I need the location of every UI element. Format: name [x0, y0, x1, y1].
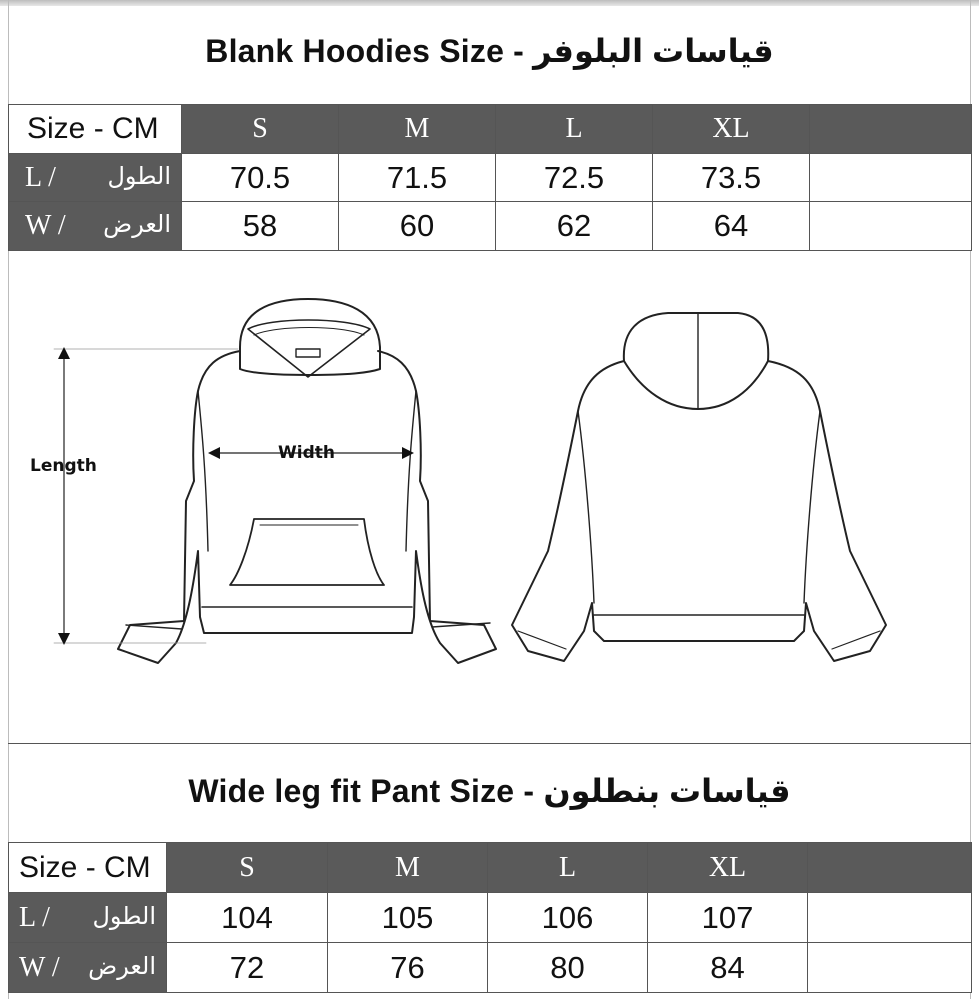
size-header-s: S [182, 105, 339, 154]
size-header-xl: XL [648, 843, 808, 893]
arrow-left-icon [208, 447, 220, 459]
length-value-s: 70.5 [182, 154, 339, 202]
hoodie-front-drawing [118, 299, 496, 663]
length-value-empty [810, 154, 972, 202]
size-header-l: L [496, 105, 653, 154]
size-header-l: L [488, 843, 648, 893]
length-value-m: 105 [328, 893, 488, 943]
pant-title-english: Wide leg fit Pant Size - [188, 773, 535, 809]
row-label-arabic: الطول [107, 161, 171, 190]
top-edge-strip [0, 0, 979, 6]
row-label-length [9, 154, 182, 202]
hoodie-title-arabic: قياسات البلوفر [533, 33, 774, 69]
hoodie-illustration [8, 251, 971, 743]
length-value-l: 106 [488, 893, 648, 943]
width-value-l: 80 [488, 943, 648, 993]
table-header-row [9, 843, 972, 893]
row-label-arabic: الطول [92, 901, 156, 930]
row-label-width [9, 202, 182, 251]
size-header-empty [808, 843, 972, 893]
table-row [9, 154, 972, 202]
length-value-l: 72.5 [496, 154, 653, 202]
row-label-arabic: العرض [103, 210, 171, 238]
width-value-empty [810, 202, 972, 251]
size-header-m: M [328, 843, 488, 893]
length-label: Length [30, 456, 97, 476]
width-value-m: 76 [328, 943, 488, 993]
size-unit-header: Size - CM [9, 843, 167, 893]
hoodie-title-english: Blank Hoodies Size - [205, 33, 525, 69]
table-row [9, 943, 972, 993]
table-row [9, 202, 972, 251]
pant-size-title [0, 772, 979, 810]
width-value-xl: 84 [648, 943, 808, 993]
pant-title-arabic: قياسات بنطلون [543, 773, 791, 809]
length-value-xl: 73.5 [653, 154, 810, 202]
width-value-empty [808, 943, 972, 993]
size-header-m: M [339, 105, 496, 154]
row-label-width [9, 943, 167, 993]
row-label-code: W / [19, 951, 60, 983]
hoodie-measurement-diagram [8, 250, 971, 744]
width-value-xl: 64 [653, 202, 810, 251]
row-label-code: L / [19, 901, 50, 933]
length-measure-line [54, 349, 238, 643]
hoodie-size-table [8, 104, 972, 251]
row-label-length [9, 893, 167, 943]
size-unit-header: Size - CM [9, 105, 182, 154]
width-value-l: 62 [496, 202, 653, 251]
length-value-m: 71.5 [339, 154, 496, 202]
length-value-xl: 107 [648, 893, 808, 943]
pant-size-table [8, 842, 972, 993]
width-value-s: 58 [182, 202, 339, 251]
length-value-s: 104 [167, 893, 328, 943]
length-value-empty [808, 893, 972, 943]
width-label: Width [278, 443, 335, 463]
hoodie-size-title [0, 32, 979, 70]
arrow-right-icon [402, 447, 414, 459]
row-label-code: L / [25, 161, 56, 193]
size-header-empty [810, 105, 972, 154]
width-value-s: 72 [167, 943, 328, 993]
table-row [9, 893, 972, 943]
row-label-code: W / [25, 210, 66, 241]
size-header-xl: XL [653, 105, 810, 154]
width-value-m: 60 [339, 202, 496, 251]
table-header-row [9, 105, 972, 154]
hoodie-back-drawing [512, 313, 886, 661]
row-label-arabic: العرض [88, 951, 156, 980]
size-header-s: S [167, 843, 328, 893]
